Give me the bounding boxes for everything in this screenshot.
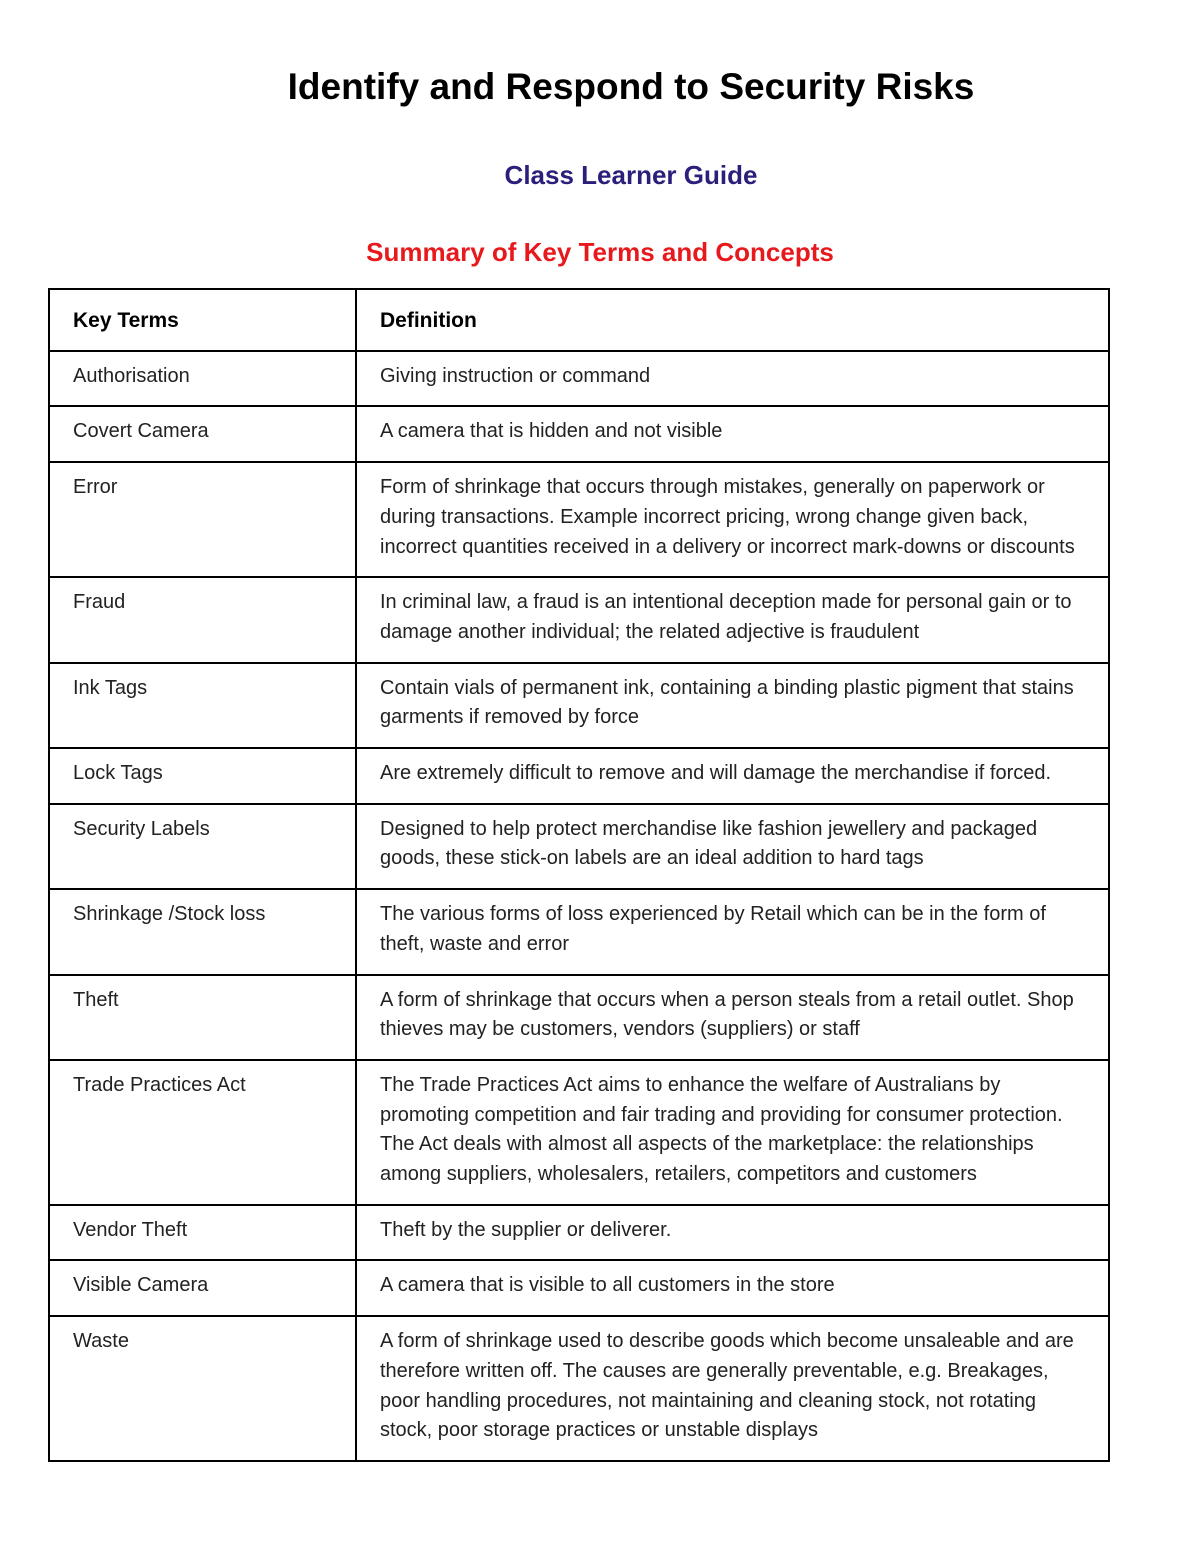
section-title: Summary of Key Terms and Concepts: [366, 237, 834, 267]
term-cell: Error: [49, 462, 356, 577]
table-row: [49, 975, 1109, 1060]
table-row: [49, 748, 1109, 804]
term-cell: Security Labels: [49, 804, 356, 889]
table-row: [49, 889, 1109, 974]
table-row: [49, 804, 1109, 889]
term-cell: Trade Practices Act: [49, 1060, 356, 1205]
table-row: [49, 1260, 1109, 1316]
table-row: [49, 663, 1109, 748]
table-row: [49, 1316, 1109, 1461]
definition-cell: The Trade Practices Act aims to enhance the welfare of Australians by promoting competition and fair trading and providing for consumer protection. The Act deals with almost all aspects of the marketplace: the relationships among suppliers, wholesalers, retailers, competitors and customers: [356, 1060, 1109, 1205]
definition-cell: A form of shrinkage that occurs when a person steals from a retail outlet. Shop thieves may be customers, vendors (suppliers) or staff: [356, 975, 1109, 1060]
table-row: [49, 1060, 1109, 1205]
term-cell: Authorisation: [49, 351, 356, 407]
header-key-terms: Key Terms: [49, 289, 356, 351]
definition-cell: In criminal law, a fraud is an intentional deception made for personal gain or to damage another individual; the related adjective is fraudulent: [356, 577, 1109, 662]
definition-cell: A camera that is hidden and not visible: [356, 406, 1109, 462]
table-row: [49, 577, 1109, 662]
definition-cell: Giving instruction or command: [356, 351, 1109, 407]
table-row: [49, 351, 1109, 407]
term-cell: Lock Tags: [49, 748, 356, 804]
term-cell: Ink Tags: [49, 663, 356, 748]
term-cell: Theft: [49, 975, 356, 1060]
table-row: [49, 1205, 1109, 1261]
definition-cell: Theft by the supplier or deliverer.: [356, 1205, 1109, 1261]
term-cell: Waste: [49, 1316, 356, 1461]
header-definition: Definition: [356, 289, 1109, 351]
key-terms-table: [48, 288, 1110, 1462]
definition-cell: Designed to help protect merchandise like fashion jewellery and packaged goods, these stick-on labels are an ideal addition to hard tags: [356, 804, 1109, 889]
term-cell: Fraud: [49, 577, 356, 662]
table-header-row: [49, 289, 1109, 351]
page-title: Identify and Respond to Security Risks: [287, 66, 975, 107]
term-cell: Vendor Theft: [49, 1205, 356, 1261]
definition-cell: Contain vials of permanent ink, containing a binding plastic pigment that stains garments if removed by force: [356, 663, 1109, 748]
table-row: [49, 406, 1109, 462]
table-row: [49, 462, 1109, 577]
term-cell: Shrinkage /Stock loss: [49, 889, 356, 974]
page-subtitle: Class Learner Guide: [504, 160, 758, 190]
term-cell: Visible Camera: [49, 1260, 356, 1316]
definition-cell: Are extremely difficult to remove and will damage the merchandise if forced.: [356, 748, 1109, 804]
definition-cell: A form of shrinkage used to describe goods which become unsaleable and are therefore written off. The causes are generally preventable, e.g. Breakages, poor handling procedures, not maintaining and cleaning stock, not rotating stock, poor storage practices or unstable displays: [356, 1316, 1109, 1461]
definition-cell: A camera that is visible to all customers in the store: [356, 1260, 1109, 1316]
term-cell: Covert Camera: [49, 406, 356, 462]
definition-cell: Form of shrinkage that occurs through mistakes, generally on paperwork or during transactions. Example incorrect pricing, wrong change given back, incorrect quantities received in a delivery or incorrect mark-downs or discounts: [356, 462, 1109, 577]
definition-cell: The various forms of loss experienced by Retail which can be in the form of theft, waste and error: [356, 889, 1109, 974]
